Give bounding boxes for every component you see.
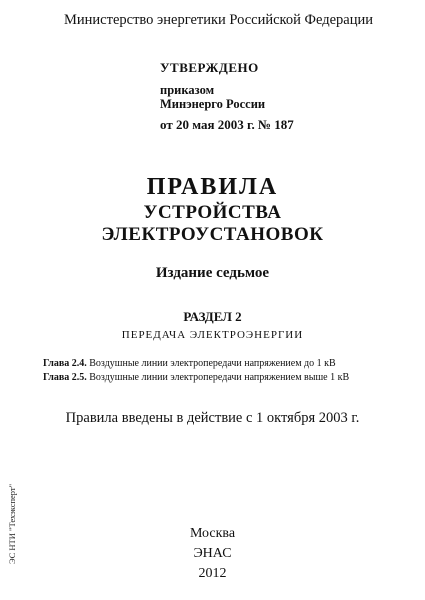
watermark-text: ЭС НТИ "Техэксперт"	[7, 483, 17, 564]
chapter-line	[43, 372, 349, 383]
imprint-year: 2012	[198, 566, 227, 581]
order-label: приказом	[160, 83, 215, 97]
approval-label: УТВЕРЖДЕНО	[160, 60, 259, 75]
chapter-line	[43, 358, 336, 369]
chapter-title: Воздушные линии электропередачи напряжением выше 1 кВ	[89, 372, 350, 383]
edition-label: Издание седьмое	[155, 265, 270, 281]
effective-date-note: Правила введены в действие с 1 октября 2003 г.	[65, 410, 360, 426]
section-label: РАЗДЕЛ 2	[183, 309, 242, 324]
chapter-number: Глава 2.4.	[43, 358, 87, 369]
document-subtitle-line-1: УСТРОЙСТВА	[143, 202, 282, 223]
section-name: ПЕРЕДАЧА ЭЛЕКТРОЭНЕРГИИ	[121, 329, 304, 341]
imprint-city: Москва	[189, 526, 236, 541]
document-subtitle-line-2: ЭЛЕКТРОУСТАНОВОК	[101, 224, 324, 245]
document-title: ПРАВИЛА	[146, 174, 279, 200]
order-date: от 20 мая 2003 г. № 187	[160, 117, 294, 132]
imprint-publisher: ЭНАС	[193, 546, 232, 561]
ministry-header: Министерство энергетики Российской Федерации	[64, 12, 373, 28]
ministry-short-name: Минэнерго России	[160, 97, 266, 111]
chapter-title: Воздушные линии электропередачи напряжением до 1 кВ	[89, 358, 336, 369]
chapter-number: Глава 2.5.	[43, 372, 87, 383]
